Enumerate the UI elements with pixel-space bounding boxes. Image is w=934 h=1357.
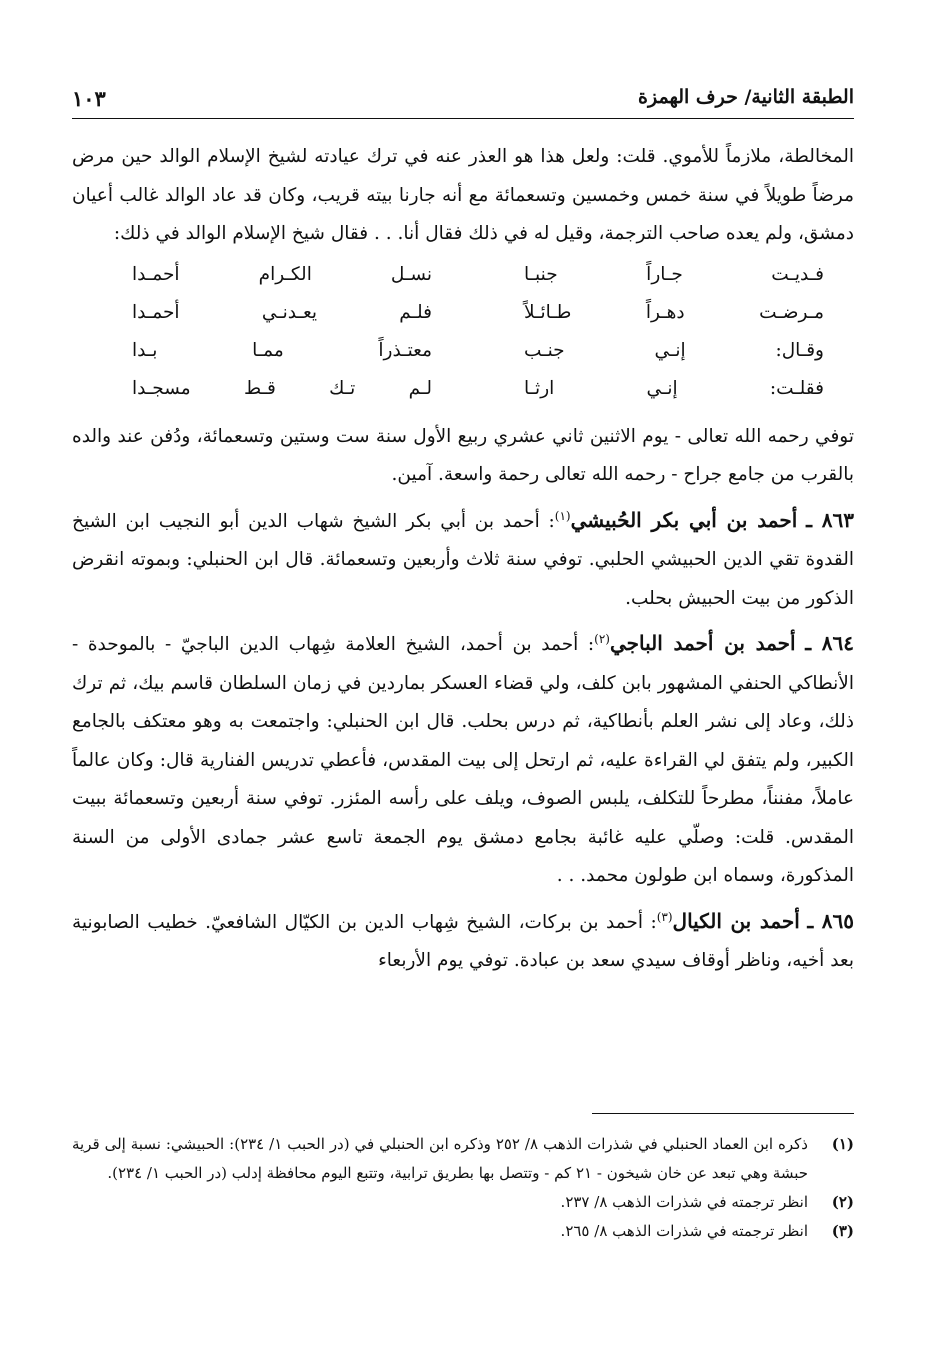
poem-hemistich-first: مـرضـت دهـراً طـائـلاً xyxy=(524,301,824,323)
footnote-text: ذكره ابن العماد الحنبلي في شذرات الذهب ٨/ ٢٥٢ وذكره ابن الحنبلي في (در الحبب ١/ ٢٣٤): الحبيشي: نسبة إلى قرية حبشة وهي تبعد عن خان شيخون - ٢١ كم - وتتصل بها بطريق ترابية، وتتبع اليوم محافظة إدلب (در الحبب ١/ ٢٣٤). xyxy=(72,1135,808,1182)
poem-hemistich-second: معتـذراً ممـا بـدا xyxy=(132,339,432,361)
footnote-number: (١) xyxy=(831,1135,854,1153)
page-number: ١٠٣ xyxy=(72,86,106,111)
footnotes xyxy=(72,1130,854,1246)
footnote-text: انظر ترجمته في شذرات الذهب ٨/ ٢٦٥. xyxy=(560,1222,808,1240)
entry-number: ٨٦٣ ـ xyxy=(806,507,854,532)
page-header xyxy=(72,84,854,119)
running-title: الطبقة الثانية/ حرف الهمزة xyxy=(638,86,854,108)
footnote-number: (٣) xyxy=(831,1222,854,1240)
footnote xyxy=(72,1217,854,1246)
entry-text: : أحمد بن أبي بكر الشيخ شهاب الدين أبو النجيب ابن الشيخ القدوة تقي الدين الحبيشي الحلبي. توفي سنة ثلاث وأربعين وتسعمائة. قال ابن الحنبلي: وبموته انقرض الذكور من بيت الحبيش بحلب. xyxy=(72,510,854,609)
poem-hemistich-second: نسـل الكـرام أحمـدا xyxy=(132,263,432,285)
poem-hemistich-second: لـم تـك قـط مسجـدا xyxy=(132,377,432,399)
poem-hemistich-second: فلـم يعـدنـي أحمـدا xyxy=(132,301,432,323)
footnote xyxy=(72,1130,854,1188)
footnote-ref: (١) xyxy=(554,508,571,523)
footnote-ref: (٣) xyxy=(656,909,673,924)
footnote-text: انظر ترجمته في شذرات الذهب ٨/ ٢٣٧. xyxy=(560,1193,808,1211)
entry-name: أحمد بن الكيال xyxy=(672,908,800,933)
entry-863 xyxy=(72,501,854,619)
main-text xyxy=(72,138,854,981)
footnote-separator xyxy=(592,1113,854,1114)
intro-paragraph: المخالطة، ملازماً للأموي. قلت: ولعل هذا هو العذر عنه في ترك عيادته لشيخ الإسلام الوالد حين مرض مرضاً طويلاً في سنة خمس وخمسين وتسعمائة مع أنه جارنا بيته قريب، وكان قد عاد الوالد غالب أعيان دمشق، ولم يعده صاحب الترجمة، وقيل له في ذلك فقال أنا. . . فقال شيخ الإسلام الوالد في ذلك: xyxy=(72,146,854,244)
footnote xyxy=(72,1188,854,1217)
poem-verse xyxy=(72,302,854,340)
entry-864 xyxy=(72,624,854,896)
poem-verse xyxy=(72,378,854,416)
entry-name: أحمد بن أبي بكر الحُبيشي xyxy=(570,507,798,532)
entry-text: : أحمد بن بركات، الشيخ شِهاب الدين بن الكيّال الشافعيّ. خطيب الصابونية بعد أخيه، وناظر أوقاف سيدي سعد بن عبادة. توفي يوم الأربعاء xyxy=(72,911,854,971)
poem-hemistich-first: وقـال: إنـي جنـب xyxy=(524,339,824,361)
entry-865 xyxy=(72,902,854,981)
poem xyxy=(72,262,854,412)
entry-text: : أحمد بن أحمد، الشيخ العلامة شِهاب الدين الباجيّ - بالموحدة - الأنطاكي الحنفي المشهور بابن كلف، ولي قضاء العسكر بماردين في زمان السلطان قاسم بيك، ثم ترك ذلك، وعاد إلى نشر العلم بأنطاكية، ثم درس بحلب. قال ابن الحنبلي: واجتمعت به وهو معتكف بالجامع الكبير، ولم يتفق لي القراءة عليه، ثم ارتحل إلى بيت المقدس، فأعطي تدريس الفنارية قال: وكان عالماً عاملاً، مفنناً، مطرحاً للتكلف، يلبس الصوف، ويلف على رأسه المئزر. توفي سنة أربعين وتسعمائة ببيت المقدس. قلت: وصلّي عليه غائبة بجامع دمشق يوم الجمعة تاسع عشر جمادى الأولى من السنة المذكورة، وسماه ابن طولون محمد. . . xyxy=(72,634,854,886)
poem-verse xyxy=(72,340,854,378)
footnote-ref: (٢) xyxy=(594,631,610,646)
footnote-number: (٢) xyxy=(831,1193,854,1211)
poem-verse xyxy=(72,264,854,302)
death-paragraph: توفي رحمه الله تعالى - يوم الاثنين ثاني عشري ربيع الأول سنة ست وستين وتسعمائة، ودُفن عند والده بالقرب من جامع جراح - رحمه الله تعالى رحمة واسعة. آمين. xyxy=(72,425,854,485)
poem-hemistich-first: فقلـت: إنـي ارثـا xyxy=(524,377,824,399)
poem-hemistich-first: فـديـت جـاراً جنبـا xyxy=(524,263,824,285)
entry-number: ٨٦٥ ـ xyxy=(807,908,854,933)
entry-name: أحمد بن أحمد الباجي xyxy=(609,631,796,655)
entry-number: ٨٦٤ ـ xyxy=(805,631,854,655)
